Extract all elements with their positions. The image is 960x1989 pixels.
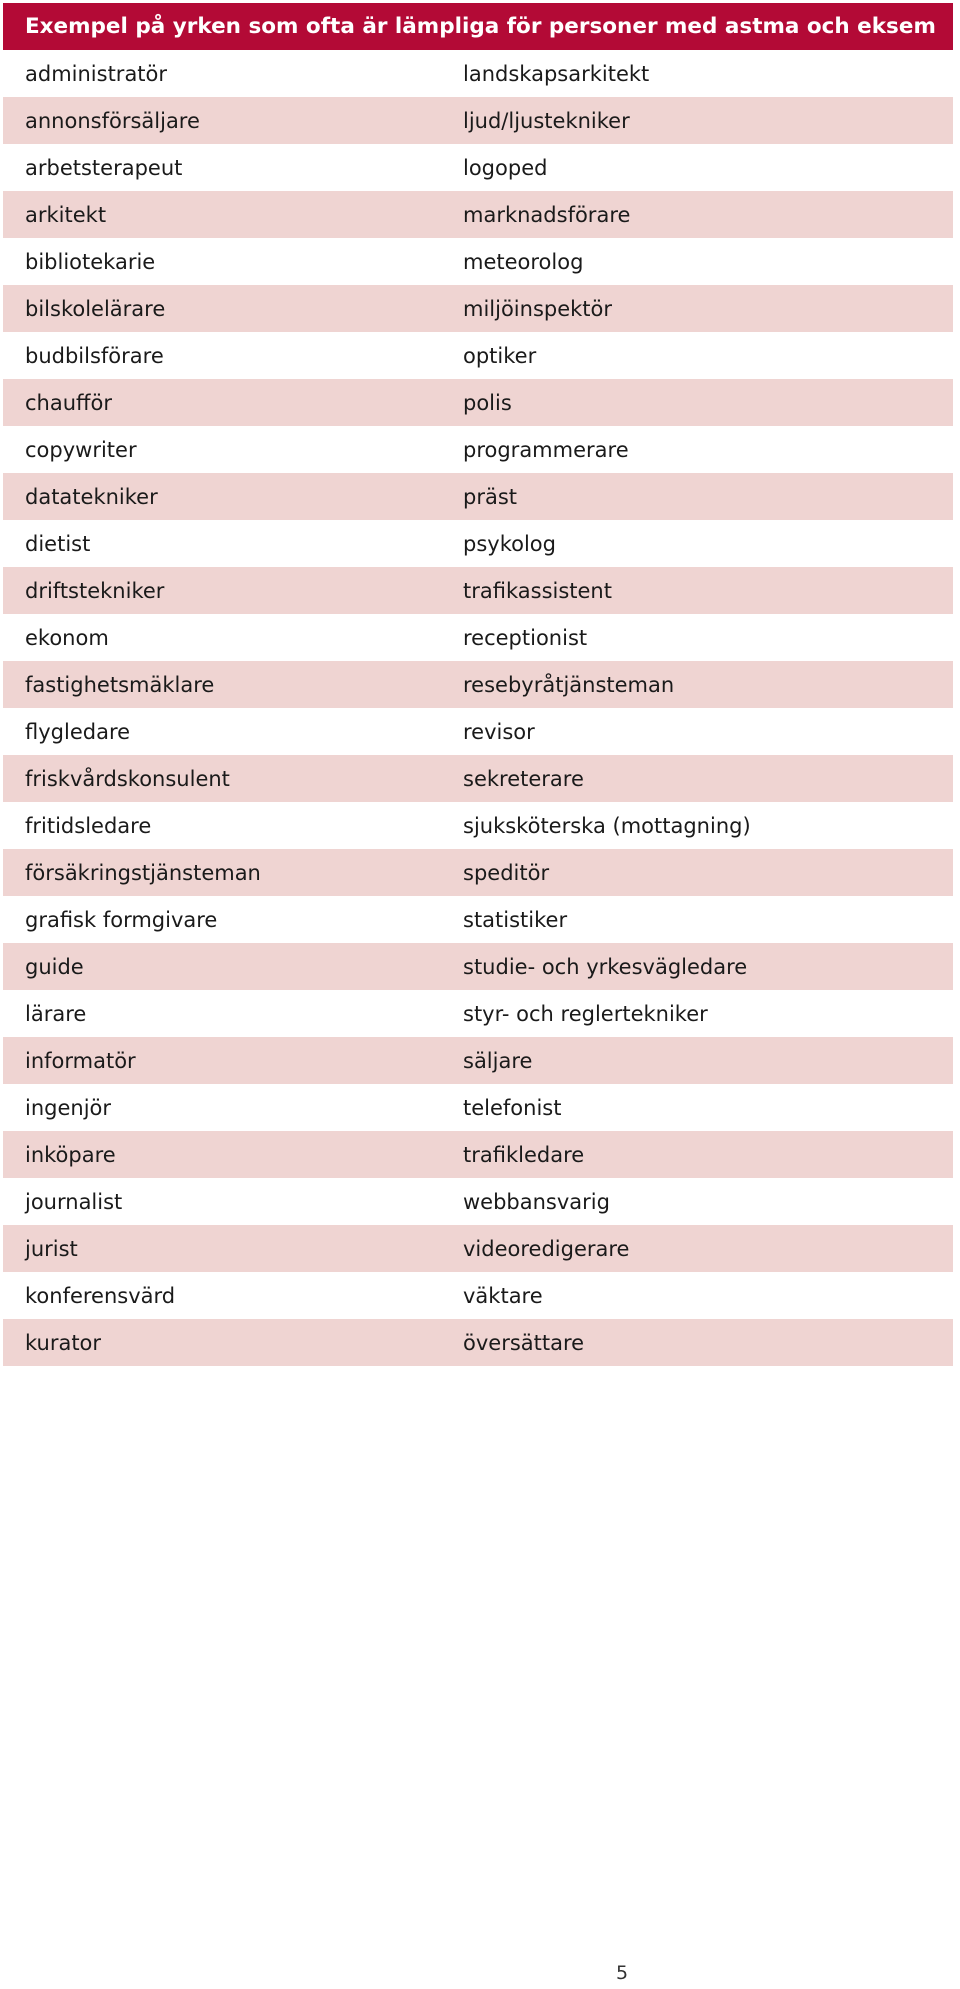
occupation-left: arbetsterapeut — [25, 155, 183, 180]
occupation-right: webbansvarig — [463, 1189, 610, 1214]
table-row — [3, 144, 953, 191]
occupation-left: informatör — [25, 1048, 136, 1073]
table-row — [3, 473, 953, 520]
occupation-left: ekonom — [25, 625, 109, 650]
table-row — [3, 332, 953, 379]
occupation-right: receptionist — [463, 625, 588, 650]
occupation-left: chaufför — [25, 390, 112, 415]
occupation-left: friskvårdskonsulent — [25, 766, 230, 791]
table-row — [3, 97, 953, 144]
occupation-left: flygledare — [25, 719, 131, 744]
table-row — [3, 1037, 953, 1084]
occupation-right: trafikassistent — [463, 578, 612, 603]
occupation-right: sjuksköterska (mottagning) — [463, 813, 751, 838]
occupation-left: journalist — [25, 1189, 123, 1214]
table-row — [3, 896, 953, 943]
occupation-left: bibliotekarie — [25, 249, 156, 274]
occupation-right: säljare — [463, 1048, 533, 1073]
table-row — [3, 661, 953, 708]
occupation-right: optiker — [463, 343, 537, 368]
table-row — [3, 50, 953, 97]
occupation-left: fritidsledare — [25, 813, 152, 838]
occupation-right: psykolog — [463, 531, 556, 556]
occupation-right: trafikledare — [463, 1142, 585, 1167]
occupation-right: telefonist — [463, 1095, 562, 1120]
occupation-left: inköpare — [25, 1142, 116, 1167]
table-row — [3, 1319, 953, 1366]
table-row — [3, 1225, 953, 1272]
table-row — [3, 520, 953, 567]
table-row — [3, 567, 953, 614]
occupation-right: sekreterare — [463, 766, 584, 791]
occupation-left: budbilsförare — [25, 343, 164, 368]
occupation-left: guide — [25, 954, 84, 979]
occupation-right: revisor — [463, 719, 535, 744]
table-row — [3, 849, 953, 896]
occupation-right: programmerare — [463, 437, 629, 462]
table-row — [3, 708, 953, 755]
occupation-right: statistiker — [463, 907, 568, 932]
occupation-right: landskapsarkitekt — [463, 61, 650, 86]
occupation-left: copywriter — [25, 437, 137, 462]
table-row — [3, 1131, 953, 1178]
table-row — [3, 238, 953, 285]
table-row — [3, 426, 953, 473]
table-row — [3, 191, 953, 238]
table-row — [3, 1178, 953, 1225]
table-row — [3, 755, 953, 802]
occupation-left: driftstekniker — [25, 578, 165, 603]
occupation-left: dietist — [25, 531, 91, 556]
table-row — [3, 802, 953, 849]
occupation-left: administratör — [25, 61, 168, 86]
occupation-right: ljud/ljustekniker — [463, 108, 630, 133]
occupation-left: ingenjör — [25, 1095, 112, 1120]
table-row — [3, 379, 953, 426]
occupation-left: fastighetsmäklare — [25, 672, 215, 697]
occupation-right: styr- och reglertekniker — [463, 1001, 708, 1026]
table-row — [3, 1084, 953, 1131]
table-row — [3, 943, 953, 990]
occupation-left: grafisk formgivare — [25, 907, 218, 932]
occupation-right: väktare — [463, 1283, 543, 1308]
occupation-table — [3, 3, 953, 1366]
occupation-left: datatekniker — [25, 484, 158, 509]
occupation-right: logoped — [463, 155, 548, 180]
table-row — [3, 990, 953, 1037]
table-title: Exempel på yrken som ofta är lämpliga för personer med astma och eksem — [3, 3, 953, 50]
occupation-left: konferensvärd — [25, 1283, 176, 1308]
occupation-left: försäkringstjänsteman — [25, 860, 261, 885]
occupation-left: kurator — [25, 1330, 102, 1355]
occupation-left: lärare — [25, 1001, 87, 1026]
occupation-left: bilskolelärare — [25, 296, 166, 321]
occupation-right: meteorolog — [463, 249, 584, 274]
occupation-right: resebyråtjänsteman — [463, 672, 675, 697]
occupation-right: miljöinspektör — [463, 296, 613, 321]
occupation-right: speditör — [463, 860, 550, 885]
occupation-right: marknadsförare — [463, 202, 631, 227]
occupation-left: jurist — [25, 1236, 78, 1261]
occupation-right: översättare — [463, 1330, 585, 1355]
table-body — [3, 50, 953, 1366]
occupation-left: arkitekt — [25, 202, 107, 227]
occupation-right: präst — [463, 484, 518, 509]
table-row — [3, 614, 953, 661]
occupation-right: polis — [463, 390, 512, 415]
table-row — [3, 1272, 953, 1319]
table-row — [3, 285, 953, 332]
occupation-left: annonsförsäljare — [25, 108, 200, 133]
page-number: 5 — [615, 1962, 629, 1984]
occupation-right: studie- och yrkesvägledare — [463, 954, 748, 979]
occupation-right: videoredigerare — [463, 1236, 630, 1261]
